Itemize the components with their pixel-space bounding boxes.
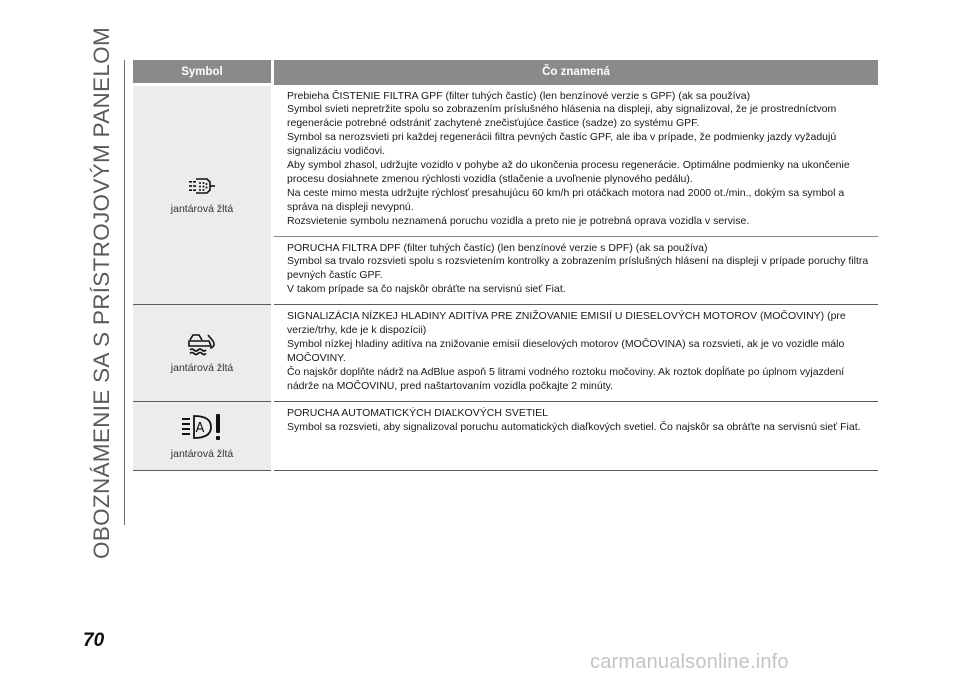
adblue-level-icon (187, 332, 217, 356)
page-number: 70 (83, 630, 105, 651)
meaning-paragraph: Na ceste mimo mesta udržujte rýchlosť presahujúcu 60 km/h pri otáčkach motora nad 2000 ot./min., dokým sa symbol a správa na displeji nevypnú. (287, 186, 845, 213)
meaning-cell (273, 401, 879, 470)
meaning-paragraph: Čo najskôr doplňte nádrž na AdBlue aspoň 5 litrami vodného roztoku močoviny. Ak roztok dopĺňate po úplnom vyjazdení nádrže na MOČOVINU, pred naštartovaním vozidla počkajte 2 minúty. (287, 365, 845, 392)
meaning-cell (273, 305, 879, 401)
table-row (133, 85, 878, 237)
table-header-row (133, 60, 878, 85)
symbol-color-label: jantárová žltá (170, 203, 234, 216)
auto-high-beam-fault-icon (181, 412, 223, 442)
meaning-cell (273, 85, 879, 237)
svg-text:A: A (195, 420, 205, 436)
symbol-cell (133, 401, 273, 470)
warning-symbols-table (133, 60, 878, 471)
symbol-color-label: jantárová žltá (170, 361, 234, 374)
meaning-paragraph: Symbol nízkej hladiny aditíva na znižovanie emisií dieselových motorov (MOČOVINA) sa rozsvieti, ak je vo vozidle málo MOČOVINY. (287, 338, 845, 364)
meaning-heading: PORUCHA AUTOMATICKÝCH DIAĽKOVÝCH SVETIEL (287, 406, 549, 419)
table-row (133, 305, 878, 401)
meaning-heading: SIGNALIZÁCIA NÍZKEJ HLADINY ADITÍVA PRE ZNIŽOVANIE EMISIÍ U DIESELOVÝCH MOTOROV (MOČOVINY) (pre verzie/trhy, kde je k dispozícii) (287, 310, 846, 337)
meaning-paragraph: Rozsvietenie symbolu neznamená poruchu vozidla a preto nie je potrebná oprava vozidla v servise. (287, 214, 750, 227)
meaning-cell (273, 236, 879, 305)
header-meaning: Čo znamená (273, 60, 879, 85)
symbol-cell (133, 305, 273, 401)
meaning-paragraph: Symbol sa trvalo rozsvieti spolu s rozsvietením kontrolky a zobrazením príslušných hlásení na displeji v prípade poruchy filtra pevných častíc GPF. (287, 255, 869, 282)
side-section-title: OBOZNÁMENIE SA S PRÍSTROJOVÝM PANELOM (89, 26, 114, 560)
meaning-paragraph: Symbol svieti nepretržite spolu so zobrazením príslušného hlásenia na displeji, aby signalizoval, že je prostredníctvom regenerácie potrebné odstrániť zachytené znečisťujúce častice (sadze) zo systému GPF. (287, 103, 837, 130)
side-rule (124, 60, 125, 525)
symbol-cell (133, 85, 273, 305)
meaning-heading: PORUCHA FILTRA DPF (filter tuhých častíc) (len benzínové verzie s DPF) (ak sa používa) (287, 241, 708, 254)
meaning-paragraph: Symbol sa rozsvieti, aby signalizoval poruchu automatických diaľkových svetiel. Čo najskôr sa obráťte na servisnú sieť Fiat. (287, 420, 861, 433)
table-row (133, 401, 878, 470)
symbol-color-label: jantárová žltá (170, 447, 234, 460)
meaning-paragraph: V takom prípade sa čo najskôr obráťte na servisnú sieť Fiat. (287, 283, 566, 296)
meaning-paragraph: Aby symbol zhasol, udržujte vozidlo v pohybe až do ukončenia procesu regenerácie. Optimálne podmienky na ukončenie procesu dosiahnete zmenou rýchlosti vozidla (stlačenie a uvoľnenie plynového pedálu). (287, 159, 850, 185)
meaning-heading: Prebieha ČISTENIE FILTRA GPF (filter tuhých častíc) (len benzínové verzie s GPF) (ak sa používa) (287, 89, 751, 102)
meaning-paragraph: Symbol sa nerozsvieti pri každej regenerácii filtra pevných častíc GPF, ale iba v prípade, že podmienky jazdy vyžadujú signalizáciu vodičovi. (287, 131, 837, 158)
gpf-filter-icon (187, 175, 217, 197)
watermark-text: carmanualsonline.info (590, 651, 789, 673)
header-symbol: Symbol (133, 60, 273, 85)
